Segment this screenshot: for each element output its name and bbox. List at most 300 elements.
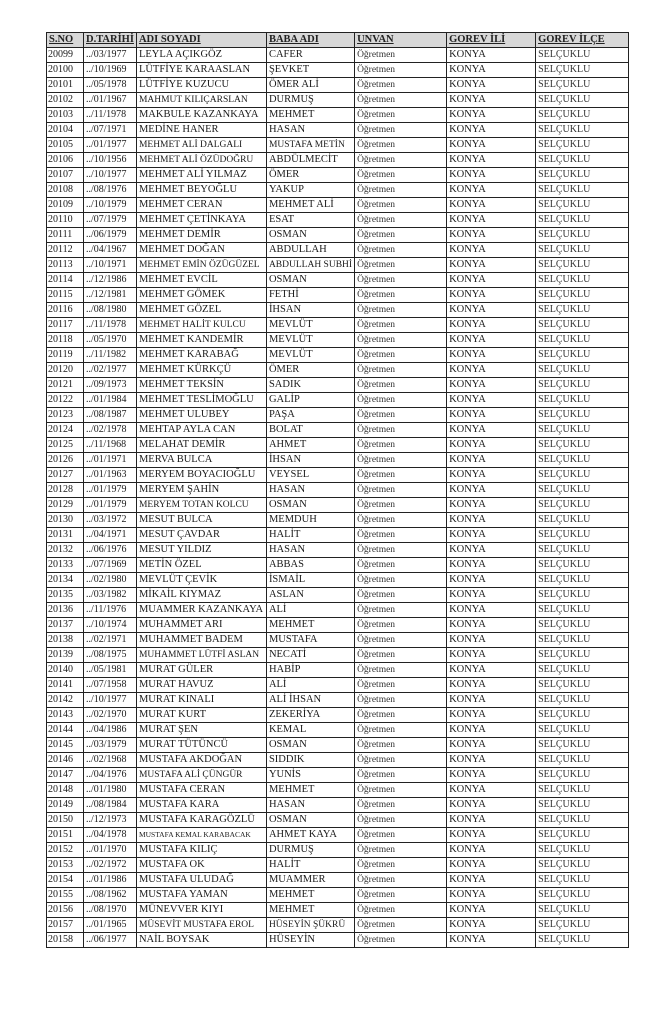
table-row [47, 318, 629, 333]
cell-duty-district: SELÇUKLU [536, 633, 629, 648]
cell-father-name: MEVLÜT [266, 333, 354, 348]
cell-sno: 20138 [47, 633, 84, 648]
cell-sno: 20150 [47, 813, 84, 828]
cell-duty-district: SELÇUKLU [536, 933, 629, 948]
cell-title: Öğretmen [355, 588, 447, 603]
cell-full-name: MÜSEVİT MUSTAFA EROL [136, 918, 266, 933]
cell-birth-date: ../01/1977 [84, 138, 137, 153]
cell-sno: 20107 [47, 168, 84, 183]
cell-birth-date: ../11/1968 [84, 438, 137, 453]
table-row [47, 393, 629, 408]
cell-duty-district: SELÇUKLU [536, 888, 629, 903]
cell-duty-province: KONYA [447, 48, 536, 63]
table-row [47, 258, 629, 273]
cell-title: Öğretmen [355, 933, 447, 948]
cell-full-name: MEHMET KANDEMİR [136, 333, 266, 348]
cell-title: Öğretmen [355, 108, 447, 123]
cell-duty-district: SELÇUKLU [536, 693, 629, 708]
cell-duty-district: SELÇUKLU [536, 168, 629, 183]
cell-sno: 20136 [47, 603, 84, 618]
cell-father-name: ASLAN [266, 588, 354, 603]
table-row [47, 798, 629, 813]
table-row [47, 213, 629, 228]
cell-full-name: MUSTAFA KARA [136, 798, 266, 813]
cell-full-name: MEHMET HALİT KULCU [136, 318, 266, 333]
cell-birth-date: ../11/1978 [84, 108, 137, 123]
cell-title: Öğretmen [355, 618, 447, 633]
cell-duty-province: KONYA [447, 768, 536, 783]
cell-father-name: AHMET KAYA [266, 828, 354, 843]
cell-sno: 20129 [47, 498, 84, 513]
cell-duty-province: KONYA [447, 498, 536, 513]
cell-sno: 20148 [47, 783, 84, 798]
cell-title: Öğretmen [355, 573, 447, 588]
cell-sno: 20099 [47, 48, 84, 63]
cell-sno: 20100 [47, 63, 84, 78]
table-row [47, 693, 629, 708]
cell-title: Öğretmen [355, 93, 447, 108]
cell-title: Öğretmen [355, 438, 447, 453]
cell-full-name: MEHMET BEYOĞLU [136, 183, 266, 198]
table-row [47, 198, 629, 213]
cell-duty-district: SELÇUKLU [536, 108, 629, 123]
cell-duty-province: KONYA [447, 858, 536, 873]
cell-duty-province: KONYA [447, 663, 536, 678]
cell-title: Öğretmen [355, 738, 447, 753]
cell-birth-date: ../02/1970 [84, 708, 137, 723]
cell-father-name: HALİT [266, 528, 354, 543]
cell-birth-date: ../01/1963 [84, 468, 137, 483]
cell-birth-date: ../08/1976 [84, 183, 137, 198]
table-row [47, 723, 629, 738]
table-row [47, 888, 629, 903]
cell-full-name: MEHMET KÜRKÇÜ [136, 363, 266, 378]
cell-duty-district: SELÇUKLU [536, 918, 629, 933]
cell-title: Öğretmen [355, 558, 447, 573]
cell-full-name: MUAMMER KAZANKAYA [136, 603, 266, 618]
table-row [47, 933, 629, 948]
cell-title: Öğretmen [355, 408, 447, 423]
cell-duty-district: SELÇUKLU [536, 738, 629, 753]
table-row [47, 453, 629, 468]
cell-title: Öğretmen [355, 873, 447, 888]
table-row [47, 153, 629, 168]
cell-full-name: MEDİNE HANER [136, 123, 266, 138]
cell-full-name: MESUT ÇAVDAR [136, 528, 266, 543]
cell-duty-district: SELÇUKLU [536, 408, 629, 423]
cell-father-name: MEMDUH [266, 513, 354, 528]
cell-father-name: ABDULLAH SUBHİ [266, 258, 354, 273]
cell-duty-district: SELÇUKLU [536, 543, 629, 558]
cell-duty-district: SELÇUKLU [536, 363, 629, 378]
cell-duty-province: KONYA [447, 693, 536, 708]
cell-title: Öğretmen [355, 198, 447, 213]
cell-father-name: ABDULLAH [266, 243, 354, 258]
table-header [47, 33, 629, 48]
cell-duty-province: KONYA [447, 903, 536, 918]
cell-duty-district: SELÇUKLU [536, 513, 629, 528]
cell-duty-province: KONYA [447, 933, 536, 948]
cell-duty-province: KONYA [447, 873, 536, 888]
cell-father-name: MUSTAFA METİN [266, 138, 354, 153]
cell-duty-province: KONYA [447, 243, 536, 258]
table-row [47, 93, 629, 108]
cell-title: Öğretmen [355, 288, 447, 303]
cell-title: Öğretmen [355, 693, 447, 708]
cell-sno: 20112 [47, 243, 84, 258]
cell-duty-district: SELÇUKLU [536, 288, 629, 303]
cell-sno: 20149 [47, 798, 84, 813]
cell-duty-district: SELÇUKLU [536, 198, 629, 213]
table-row [47, 243, 629, 258]
header-title: UNVAN [355, 33, 447, 48]
cell-birth-date: ../01/1979 [84, 498, 137, 513]
cell-full-name: LÜTFİYE KARAASLAN [136, 63, 266, 78]
cell-father-name: MEHMET ALİ [266, 198, 354, 213]
cell-duty-district: SELÇUKLU [536, 648, 629, 663]
cell-duty-district: SELÇUKLU [536, 453, 629, 468]
cell-duty-district: SELÇUKLU [536, 828, 629, 843]
cell-duty-district: SELÇUKLU [536, 528, 629, 543]
cell-sno: 20109 [47, 198, 84, 213]
cell-duty-province: KONYA [447, 108, 536, 123]
cell-full-name: MUSTAFA KEMAL KARABACAK [136, 828, 266, 843]
cell-full-name: MEHMET GÖMEK [136, 288, 266, 303]
cell-title: Öğretmen [355, 393, 447, 408]
table-row [47, 48, 629, 63]
cell-sno: 20119 [47, 348, 84, 363]
cell-birth-date: ../01/1980 [84, 783, 137, 798]
cell-title: Öğretmen [355, 138, 447, 153]
cell-title: Öğretmen [355, 633, 447, 648]
cell-birth-date: ../01/1971 [84, 453, 137, 468]
cell-full-name: MUSTAFA AKDOĞAN [136, 753, 266, 768]
cell-duty-province: KONYA [447, 678, 536, 693]
cell-sno: 20124 [47, 423, 84, 438]
cell-full-name: MESUT YILDIZ [136, 543, 266, 558]
cell-duty-province: KONYA [447, 138, 536, 153]
cell-duty-district: SELÇUKLU [536, 768, 629, 783]
cell-duty-province: KONYA [447, 303, 536, 318]
cell-sno: 20139 [47, 648, 84, 663]
cell-duty-province: KONYA [447, 813, 536, 828]
cell-duty-district: SELÇUKLU [536, 708, 629, 723]
cell-full-name: MEHMET ULUBEY [136, 408, 266, 423]
cell-birth-date: ../10/1977 [84, 168, 137, 183]
cell-father-name: HASAN [266, 123, 354, 138]
cell-birth-date: ../12/1973 [84, 813, 137, 828]
cell-birth-date: ../08/1984 [84, 798, 137, 813]
table-row [47, 498, 629, 513]
cell-father-name: ALİ İHSAN [266, 693, 354, 708]
cell-duty-district: SELÇUKLU [536, 723, 629, 738]
cell-full-name: MERYEM BOYACIOĞLU [136, 468, 266, 483]
cell-duty-province: KONYA [447, 213, 536, 228]
cell-father-name: GALİP [266, 393, 354, 408]
cell-duty-province: KONYA [447, 63, 536, 78]
cell-father-name: FETHİ [266, 288, 354, 303]
cell-father-name: MEHMET [266, 783, 354, 798]
cell-full-name: MUHAMMET ARI [136, 618, 266, 633]
header-row [47, 33, 629, 48]
cell-sno: 20108 [47, 183, 84, 198]
cell-father-name: SIDDIK [266, 753, 354, 768]
cell-title: Öğretmen [355, 768, 447, 783]
table-row [47, 633, 629, 648]
table-row [47, 513, 629, 528]
cell-duty-province: KONYA [447, 723, 536, 738]
cell-father-name: OSMAN [266, 813, 354, 828]
cell-title: Öğretmen [355, 213, 447, 228]
cell-duty-province: KONYA [447, 93, 536, 108]
cell-birth-date: ../03/1977 [84, 48, 137, 63]
cell-duty-province: KONYA [447, 528, 536, 543]
cell-duty-district: SELÇUKLU [536, 78, 629, 93]
cell-title: Öğretmen [355, 708, 447, 723]
cell-full-name: MUHAMMET LÜTFİ ASLAN [136, 648, 266, 663]
cell-duty-district: SELÇUKLU [536, 63, 629, 78]
cell-birth-date: ../01/1967 [84, 93, 137, 108]
table-row [47, 423, 629, 438]
table-row [47, 813, 629, 828]
cell-title: Öğretmen [355, 183, 447, 198]
cell-birth-date: ../04/1971 [84, 528, 137, 543]
cell-full-name: MELAHAT DEMİR [136, 438, 266, 453]
cell-duty-district: SELÇUKLU [536, 423, 629, 438]
cell-father-name: ÖMER [266, 363, 354, 378]
cell-birth-date: ../09/1973 [84, 378, 137, 393]
cell-duty-district: SELÇUKLU [536, 558, 629, 573]
table-row [47, 408, 629, 423]
cell-title: Öğretmen [355, 513, 447, 528]
cell-full-name: MUSTAFA KILIÇ [136, 843, 266, 858]
cell-father-name: OSMAN [266, 273, 354, 288]
table-row [47, 843, 629, 858]
cell-birth-date: ../06/1977 [84, 933, 137, 948]
cell-duty-district: SELÇUKLU [536, 213, 629, 228]
cell-duty-province: KONYA [447, 888, 536, 903]
cell-duty-province: KONYA [447, 168, 536, 183]
table-row [47, 573, 629, 588]
header-father-name: BABA ADI [266, 33, 354, 48]
table-row [47, 348, 629, 363]
cell-title: Öğretmen [355, 228, 447, 243]
cell-duty-district: SELÇUKLU [536, 138, 629, 153]
cell-birth-date: ../12/1981 [84, 288, 137, 303]
cell-father-name: İSMAİL [266, 573, 354, 588]
cell-father-name: ABBAS [266, 558, 354, 573]
cell-father-name: ÖMER [266, 168, 354, 183]
cell-father-name: OSMAN [266, 228, 354, 243]
cell-sno: 20147 [47, 768, 84, 783]
cell-sno: 20145 [47, 738, 84, 753]
cell-birth-date: ../10/1969 [84, 63, 137, 78]
cell-sno: 20125 [47, 438, 84, 453]
cell-father-name: DURMUŞ [266, 93, 354, 108]
table-row [47, 363, 629, 378]
table-row [47, 438, 629, 453]
cell-duty-province: KONYA [447, 408, 536, 423]
cell-duty-district: SELÇUKLU [536, 273, 629, 288]
cell-duty-district: SELÇUKLU [536, 48, 629, 63]
cell-father-name: VEYSEL [266, 468, 354, 483]
cell-sno: 20116 [47, 303, 84, 318]
cell-duty-province: KONYA [447, 153, 536, 168]
cell-full-name: MERVA BULCA [136, 453, 266, 468]
cell-duty-district: SELÇUKLU [536, 183, 629, 198]
table-row [47, 228, 629, 243]
cell-sno: 20135 [47, 588, 84, 603]
cell-father-name: ALİ [266, 678, 354, 693]
header-full-name: ADI SOYADI [136, 33, 266, 48]
cell-father-name: ZEKERİYA [266, 708, 354, 723]
cell-sno: 20106 [47, 153, 84, 168]
cell-sno: 20143 [47, 708, 84, 723]
cell-title: Öğretmen [355, 753, 447, 768]
cell-duty-province: KONYA [447, 843, 536, 858]
cell-sno: 20155 [47, 888, 84, 903]
cell-sno: 20152 [47, 843, 84, 858]
cell-title: Öğretmen [355, 648, 447, 663]
cell-duty-province: KONYA [447, 378, 536, 393]
table-row [47, 468, 629, 483]
cell-sno: 20132 [47, 543, 84, 558]
cell-birth-date: ../03/1972 [84, 513, 137, 528]
cell-duty-district: SELÇUKLU [536, 783, 629, 798]
cell-duty-district: SELÇUKLU [536, 348, 629, 363]
cell-title: Öğretmen [355, 918, 447, 933]
cell-father-name: AHMET [266, 438, 354, 453]
cell-duty-district: SELÇUKLU [536, 393, 629, 408]
cell-birth-date: ../04/1986 [84, 723, 137, 738]
cell-duty-province: KONYA [447, 453, 536, 468]
cell-sno: 20123 [47, 408, 84, 423]
cell-duty-province: KONYA [447, 573, 536, 588]
cell-full-name: NAİL BOYSAK [136, 933, 266, 948]
cell-duty-district: SELÇUKLU [536, 618, 629, 633]
cell-duty-district: SELÇUKLU [536, 588, 629, 603]
cell-full-name: MEVLÜT ÇEVİK [136, 573, 266, 588]
cell-sno: 20154 [47, 873, 84, 888]
cell-father-name: HASAN [266, 543, 354, 558]
table-row [47, 168, 629, 183]
cell-birth-date: ../04/1967 [84, 243, 137, 258]
cell-title: Öğretmen [355, 543, 447, 558]
cell-father-name: SADIK [266, 378, 354, 393]
cell-full-name: MUSTAFA KARAGÖZLÜ [136, 813, 266, 828]
cell-father-name: MEHMET [266, 618, 354, 633]
cell-duty-province: KONYA [447, 828, 536, 843]
cell-father-name: KEMAL [266, 723, 354, 738]
cell-father-name: BOLAT [266, 423, 354, 438]
cell-father-name: DURMUŞ [266, 843, 354, 858]
cell-title: Öğretmen [355, 168, 447, 183]
cell-duty-province: KONYA [447, 423, 536, 438]
cell-sno: 20105 [47, 138, 84, 153]
cell-full-name: MEHMET EMİN ÖZÜGÜZEL [136, 258, 266, 273]
cell-sno: 20134 [47, 573, 84, 588]
cell-title: Öğretmen [355, 603, 447, 618]
table-row [47, 378, 629, 393]
table-row [47, 828, 629, 843]
cell-duty-province: KONYA [447, 198, 536, 213]
table-row [47, 753, 629, 768]
cell-birth-date: ../02/1978 [84, 423, 137, 438]
cell-father-name: ŞEVKET [266, 63, 354, 78]
cell-duty-province: KONYA [447, 918, 536, 933]
cell-duty-province: KONYA [447, 438, 536, 453]
cell-birth-date: ../10/1979 [84, 198, 137, 213]
cell-duty-district: SELÇUKLU [536, 813, 629, 828]
cell-duty-district: SELÇUKLU [536, 228, 629, 243]
cell-duty-province: KONYA [447, 603, 536, 618]
cell-father-name: MUAMMER [266, 873, 354, 888]
cell-duty-district: SELÇUKLU [536, 498, 629, 513]
cell-father-name: ÖMER ALİ [266, 78, 354, 93]
cell-sno: 20121 [47, 378, 84, 393]
cell-full-name: METİN ÖZEL [136, 558, 266, 573]
cell-title: Öğretmen [355, 858, 447, 873]
table-row [47, 288, 629, 303]
cell-birth-date: ../05/1981 [84, 663, 137, 678]
table-row [47, 783, 629, 798]
cell-duty-district: SELÇUKLU [536, 123, 629, 138]
cell-birth-date: ../06/1976 [84, 543, 137, 558]
table-row [47, 273, 629, 288]
cell-father-name: YAKUP [266, 183, 354, 198]
cell-title: Öğretmen [355, 153, 447, 168]
cell-duty-district: SELÇUKLU [536, 678, 629, 693]
cell-duty-district: SELÇUKLU [536, 93, 629, 108]
cell-sno: 20144 [47, 723, 84, 738]
cell-birth-date: ../07/1979 [84, 213, 137, 228]
cell-birth-date: ../11/1982 [84, 348, 137, 363]
cell-title: Öğretmen [355, 348, 447, 363]
cell-father-name: HASAN [266, 483, 354, 498]
cell-duty-province: KONYA [447, 753, 536, 768]
cell-father-name: HALİT [266, 858, 354, 873]
cell-full-name: MAHMUT KILIÇARSLAN [136, 93, 266, 108]
cell-sno: 20111 [47, 228, 84, 243]
cell-sno: 20157 [47, 918, 84, 933]
cell-duty-district: SELÇUKLU [536, 798, 629, 813]
cell-duty-district: SELÇUKLU [536, 468, 629, 483]
cell-title: Öğretmen [355, 483, 447, 498]
cell-sno: 20110 [47, 213, 84, 228]
cell-birth-date: ../07/1969 [84, 558, 137, 573]
table-row [47, 918, 629, 933]
header-duty-province: GOREV İLİ [447, 33, 536, 48]
cell-duty-province: KONYA [447, 648, 536, 663]
cell-sno: 20127 [47, 468, 84, 483]
cell-title: Öğretmen [355, 783, 447, 798]
cell-birth-date: ../08/1987 [84, 408, 137, 423]
cell-birth-date: ../12/1986 [84, 273, 137, 288]
cell-title: Öğretmen [355, 888, 447, 903]
cell-title: Öğretmen [355, 813, 447, 828]
cell-birth-date: ../02/1977 [84, 363, 137, 378]
cell-sno: 20146 [47, 753, 84, 768]
cell-full-name: MESUT BULCA [136, 513, 266, 528]
cell-sno: 20126 [47, 453, 84, 468]
cell-duty-province: KONYA [447, 783, 536, 798]
cell-duty-province: KONYA [447, 798, 536, 813]
cell-sno: 20104 [47, 123, 84, 138]
cell-sno: 20140 [47, 663, 84, 678]
cell-duty-district: SELÇUKLU [536, 153, 629, 168]
cell-duty-district: SELÇUKLU [536, 858, 629, 873]
cell-birth-date: ../11/1976 [84, 603, 137, 618]
